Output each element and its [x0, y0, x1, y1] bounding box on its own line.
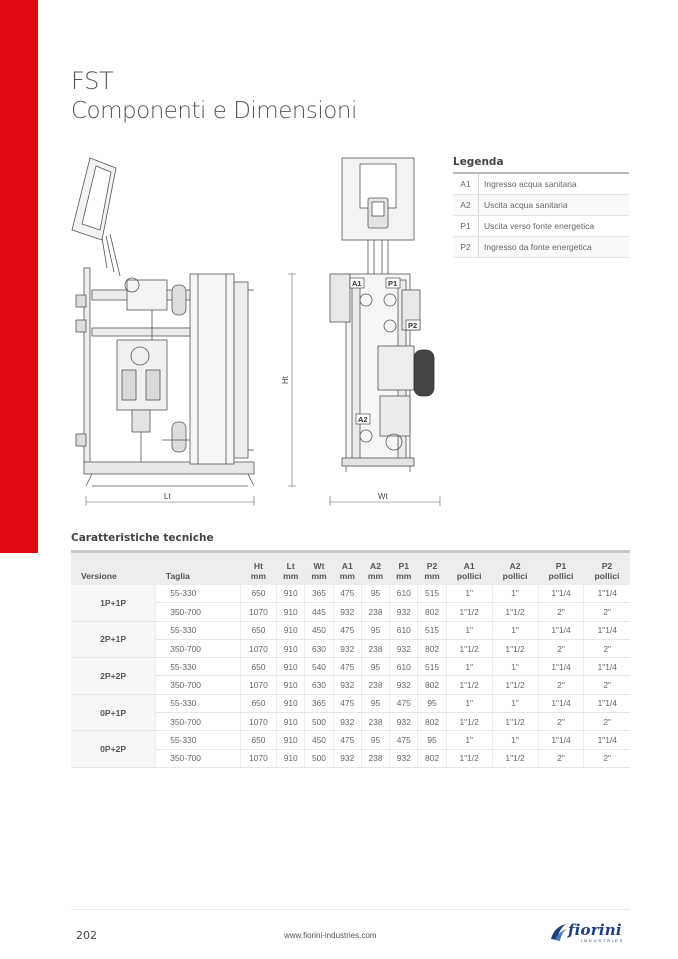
value-cell: 932: [333, 713, 361, 731]
value-cell: 932: [390, 676, 418, 694]
value-cell: 1": [446, 658, 492, 676]
specs-column-header-unit: Taglia: [165, 570, 190, 581]
value-cell: 515: [418, 585, 446, 603]
size-cell: 55-330: [156, 621, 241, 639]
legend-title: Legenda: [453, 156, 629, 174]
legend-description: Ingresso acqua sanitaria: [484, 179, 577, 189]
version-cell: 2P+2P: [71, 658, 156, 695]
version-cell: 1P+1P: [71, 585, 156, 622]
value-cell: 2": [538, 749, 584, 767]
value-cell: 1": [492, 585, 538, 603]
value-cell: 1"1/2: [492, 639, 538, 657]
value-cell: 932: [333, 603, 361, 621]
value-cell: 910: [277, 585, 305, 603]
version-cell: 2P+1P: [71, 621, 156, 658]
value-cell: 238: [361, 603, 389, 621]
specs-column-header-label: Ht: [253, 560, 263, 571]
value-cell: 802: [418, 749, 446, 767]
legend-description: Ingresso da fonte energetica: [484, 242, 592, 252]
legend-description: Uscita verso fonte energetica: [484, 221, 595, 231]
value-cell: 1": [492, 658, 538, 676]
value-cell: 95: [361, 731, 389, 749]
value-cell: 475: [390, 694, 418, 712]
page-number: 202: [76, 929, 97, 942]
value-cell: 2": [538, 713, 584, 731]
value-cell: 1": [446, 621, 492, 639]
table-row: [71, 694, 630, 712]
callout-a1: A1: [352, 279, 362, 288]
value-cell: 910: [277, 639, 305, 657]
legend-item: [453, 195, 629, 216]
value-cell: 515: [418, 658, 446, 676]
value-cell: 1"1/2: [446, 676, 492, 694]
specs-column-header: [361, 552, 389, 585]
version-cell: 0P+2P: [71, 731, 156, 768]
front-view-drawing: [330, 158, 434, 472]
value-cell: 2": [538, 603, 584, 621]
value-cell: 802: [418, 639, 446, 657]
value-cell: 1"1/2: [492, 749, 538, 767]
specs-column-header: [492, 552, 538, 585]
specs-table-header: [71, 552, 630, 585]
size-cell: 350-700: [156, 676, 241, 694]
technical-drawing: [62, 150, 447, 512]
value-cell: 1"1/2: [446, 749, 492, 767]
value-cell: 95: [361, 621, 389, 639]
specs-column-header-unit: mm: [250, 570, 267, 581]
website-link[interactable]: www.fiorini-industries.com: [284, 931, 377, 940]
value-cell: 1"1/4: [584, 621, 630, 639]
side-view-drawing: [72, 158, 254, 486]
value-cell: 910: [277, 694, 305, 712]
specs-column-header-label: P2: [426, 560, 438, 571]
value-cell: 1"1/2: [446, 713, 492, 731]
value-cell: 650: [240, 585, 276, 603]
specs-column-header-label: A2: [370, 560, 381, 571]
brand-side-band: [0, 0, 38, 553]
specs-column-header-label: P1: [398, 560, 410, 571]
specs-column-header-unit: pollici: [594, 570, 620, 581]
value-cell: 1"1/2: [492, 676, 538, 694]
value-cell: 2": [584, 639, 630, 657]
value-cell: 475: [333, 621, 361, 639]
value-cell: 932: [390, 639, 418, 657]
table-row: [71, 639, 630, 657]
value-cell: 238: [361, 713, 389, 731]
value-cell: 475: [333, 731, 361, 749]
value-cell: 238: [361, 749, 389, 767]
specs-column-header-unit: mm: [424, 570, 440, 581]
value-cell: 910: [277, 731, 305, 749]
value-cell: 95: [361, 585, 389, 603]
value-cell: 1"1/4: [538, 585, 584, 603]
value-cell: 238: [361, 639, 389, 657]
legend-item: [453, 237, 629, 258]
value-cell: 932: [390, 749, 418, 767]
table-row: [71, 676, 630, 694]
ht-dimension-label: Ht: [281, 376, 290, 384]
size-cell: 350-700: [156, 749, 241, 767]
value-cell: 450: [305, 731, 333, 749]
fiorini-logo-icon: [548, 921, 570, 943]
value-cell: 932: [390, 713, 418, 731]
value-cell: 95: [361, 694, 389, 712]
value-cell: 1070: [240, 603, 276, 621]
value-cell: 515: [418, 621, 446, 639]
table-row: [71, 713, 630, 731]
value-cell: 932: [390, 603, 418, 621]
value-cell: 238: [361, 676, 389, 694]
specs-column-header-unit: Versione: [81, 570, 117, 581]
table-row: [71, 603, 630, 621]
value-cell: 1"1/4: [584, 731, 630, 749]
value-cell: 2": [584, 749, 630, 767]
callout-a2: A2: [358, 415, 368, 424]
lt-dimension-label: Lt: [164, 492, 171, 501]
specs-column-header: [305, 552, 333, 585]
specs-column-header-unit: pollici: [502, 570, 528, 581]
logo-subtext: INDUSTRIES: [581, 938, 625, 943]
value-cell: 910: [277, 749, 305, 767]
specs-column-header: [584, 552, 630, 585]
value-cell: 910: [277, 603, 305, 621]
legend-item: [453, 174, 629, 195]
specs-column-header: [333, 552, 361, 585]
specs-column-header: [277, 552, 305, 585]
value-cell: 630: [305, 676, 333, 694]
table-row: [71, 731, 630, 749]
value-cell: 630: [305, 639, 333, 657]
specs-column-header: [156, 552, 241, 585]
value-cell: 610: [390, 585, 418, 603]
value-cell: 910: [277, 621, 305, 639]
value-cell: 1070: [240, 713, 276, 731]
page-title-product: FST: [71, 67, 114, 95]
page-title: [71, 66, 357, 126]
version-cell: 0P+1P: [71, 694, 156, 731]
specs-column-header-unit: pollici: [456, 570, 482, 581]
specs-column-header-unit: mm: [396, 570, 412, 581]
value-cell: 365: [305, 694, 333, 712]
specs-column-header: [446, 552, 492, 585]
legend-code: A2: [453, 195, 479, 215]
value-cell: 475: [333, 585, 361, 603]
value-cell: 450: [305, 621, 333, 639]
legend-list: [453, 174, 629, 258]
size-cell: 55-330: [156, 694, 241, 712]
specs-column-header-unit: mm: [283, 570, 299, 581]
value-cell: 610: [390, 621, 418, 639]
value-cell: 1": [446, 585, 492, 603]
size-cell: 55-330: [156, 658, 241, 676]
value-cell: 1": [492, 731, 538, 749]
value-cell: 650: [240, 731, 276, 749]
size-cell: 55-330: [156, 585, 241, 603]
size-cell: 350-700: [156, 639, 241, 657]
value-cell: 95: [361, 658, 389, 676]
value-cell: 802: [418, 676, 446, 694]
value-cell: 475: [390, 731, 418, 749]
legend-item: [453, 216, 629, 237]
value-cell: 500: [305, 713, 333, 731]
value-cell: 932: [333, 639, 361, 657]
value-cell: 2": [584, 676, 630, 694]
value-cell: 1": [446, 731, 492, 749]
value-cell: 1"1/4: [584, 694, 630, 712]
specs-column-header-label: A1: [341, 560, 353, 571]
value-cell: 1": [446, 694, 492, 712]
value-cell: 650: [240, 658, 276, 676]
value-cell: 365: [305, 585, 333, 603]
legend-code: A1: [453, 174, 479, 194]
specs-section-title: Caratteristiche tecniche: [71, 532, 214, 544]
size-cell: 350-700: [156, 713, 241, 731]
value-cell: 475: [333, 694, 361, 712]
value-cell: 1"1/2: [446, 603, 492, 621]
specs-column-header-label: P1: [555, 560, 567, 571]
value-cell: 1070: [240, 676, 276, 694]
value-cell: 2": [538, 639, 584, 657]
value-cell: 1"1/4: [538, 621, 584, 639]
value-cell: 610: [390, 658, 418, 676]
specs-column-header-label: Wt: [313, 560, 325, 571]
value-cell: 2": [584, 713, 630, 731]
value-cell: 650: [240, 621, 276, 639]
value-cell: 802: [418, 713, 446, 731]
specs-column-header: [71, 552, 156, 585]
specs-column-header: [390, 552, 418, 585]
callout-p1: P1: [388, 279, 398, 288]
value-cell: 540: [305, 658, 333, 676]
value-cell: 1"1/4: [584, 658, 630, 676]
table-row: [71, 621, 630, 639]
value-cell: 1"1/2: [446, 639, 492, 657]
value-cell: 910: [277, 658, 305, 676]
legend-description: Uscita acqua sanitaria: [484, 200, 568, 210]
value-cell: 95: [418, 694, 446, 712]
specs-column-header-unit: pollici: [548, 570, 574, 581]
value-cell: 1": [492, 621, 538, 639]
value-cell: 932: [333, 749, 361, 767]
specs-column-header: [240, 552, 276, 585]
legend-code: P2: [453, 237, 479, 257]
fiorini-logo: [548, 920, 630, 944]
value-cell: 1": [492, 694, 538, 712]
specs-column-header-unit: mm: [311, 570, 327, 581]
specs-column-header-label: P2: [601, 560, 613, 571]
specs-column-header-label: A2: [509, 560, 521, 571]
value-cell: 500: [305, 749, 333, 767]
value-cell: 1"1/4: [538, 731, 584, 749]
callout-p2: P2: [408, 321, 418, 330]
specs-column-header-label: Lt: [286, 560, 295, 571]
value-cell: 1"1/2: [492, 603, 538, 621]
value-cell: 1"1/2: [492, 713, 538, 731]
logo-text: fiorini: [568, 921, 622, 939]
specs-column-header: [418, 552, 446, 585]
value-cell: 1070: [240, 639, 276, 657]
value-cell: 1"1/4: [584, 585, 630, 603]
value-cell: 802: [418, 603, 446, 621]
value-cell: 650: [240, 694, 276, 712]
value-cell: 1"1/4: [538, 658, 584, 676]
specs-column-header-unit: mm: [339, 570, 355, 581]
value-cell: 910: [277, 713, 305, 731]
value-cell: 2": [584, 603, 630, 621]
page-title-subtitle: Componenti e Dimensioni: [71, 98, 357, 124]
wt-dimension-label: Wt: [378, 492, 388, 501]
specs-column-header-label: A1: [463, 560, 475, 571]
value-cell: 2": [538, 676, 584, 694]
value-cell: 445: [305, 603, 333, 621]
table-row: [71, 658, 630, 676]
specs-column-header: [538, 552, 584, 585]
specs-table-body: [71, 585, 630, 768]
legend: [453, 156, 629, 258]
footer-divider: [71, 909, 630, 910]
specs-column-header-unit: mm: [367, 570, 384, 581]
value-cell: 932: [333, 676, 361, 694]
size-cell: 55-330: [156, 731, 241, 749]
value-cell: 1070: [240, 749, 276, 767]
value-cell: 1"1/4: [538, 694, 584, 712]
size-cell: 350-700: [156, 603, 241, 621]
legend-code: P1: [453, 216, 479, 236]
value-cell: 910: [277, 676, 305, 694]
value-cell: 475: [333, 658, 361, 676]
value-cell: 95: [418, 731, 446, 749]
table-row: [71, 749, 630, 767]
table-row: [71, 585, 630, 603]
specs-table: [71, 550, 630, 768]
